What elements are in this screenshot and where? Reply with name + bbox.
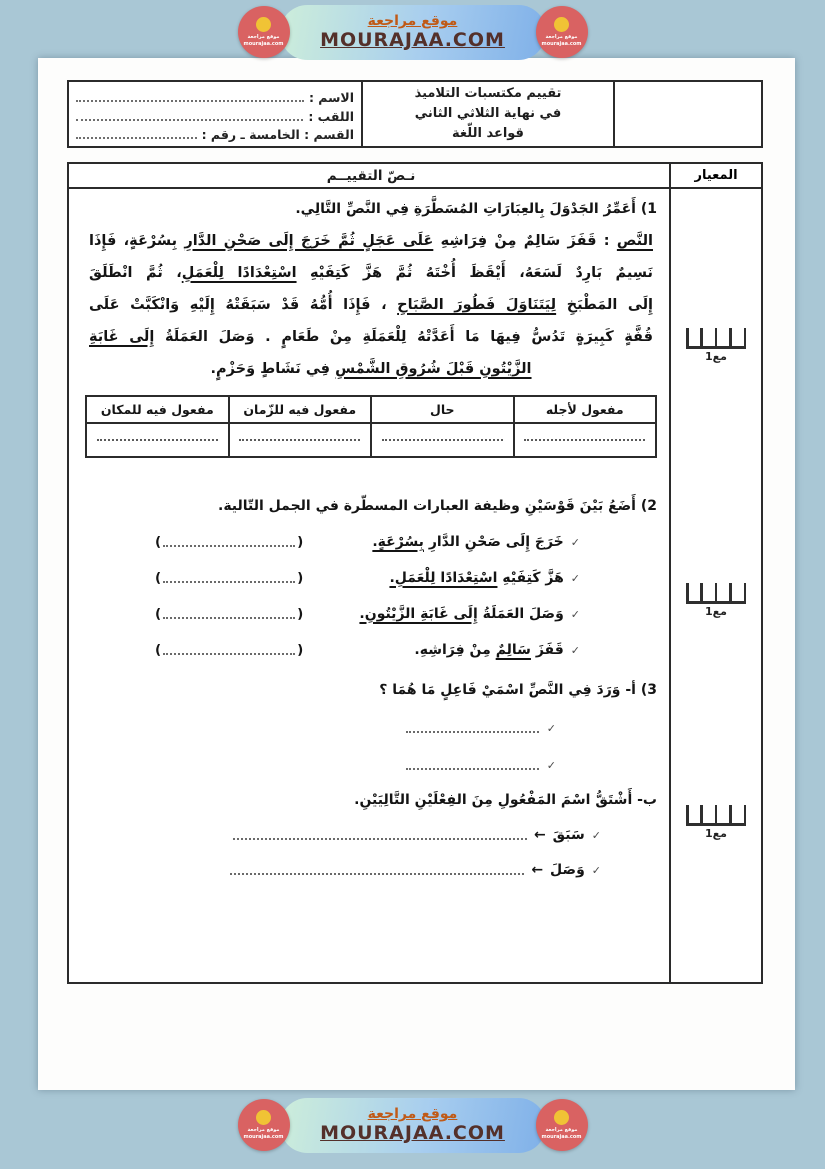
name-label: الاسم : xyxy=(308,90,354,106)
name-blank xyxy=(76,100,304,102)
dotted-blank xyxy=(163,581,295,583)
class-blank xyxy=(76,137,197,139)
score-comb-icon xyxy=(686,583,746,604)
derive-item-1 xyxy=(83,827,601,843)
logo-book-icon xyxy=(256,17,271,32)
text-line-1: النَّص : قَفَزَ سَالِمٌ مِنْ فِرَاشِهِ عَلَى عَجَلٍ ثُمَّ خَرَجَ إِلَى صَحْنِ الدَّارِ بِسُرْعَةٍ، فَإِذَا xyxy=(89,233,653,249)
sentence xyxy=(372,534,580,550)
arrow-left-icon: ← xyxy=(531,862,544,878)
class-field xyxy=(76,124,354,142)
dotted-blank xyxy=(163,653,295,655)
dotted-blank xyxy=(163,545,295,547)
answer-parentheses xyxy=(155,642,303,658)
column-maful-liajlih xyxy=(513,397,656,456)
criteria-label: مع1 xyxy=(705,350,727,363)
tick-icon: ✓ xyxy=(570,607,580,621)
sentence-text: قَفَزَ سَالِمٌ مِنْ فِرَاشِهِ. xyxy=(414,642,564,658)
answer-cell xyxy=(372,424,513,456)
dotted-blank xyxy=(230,873,524,875)
classification-table xyxy=(85,395,657,458)
exercise2-title: 2) أَضَعُ بَيْنَ قَوْسَيْنِ وظيفة العبارات المسطّرة في الجمل التّالية. xyxy=(218,498,657,514)
derive-item-2 xyxy=(83,862,601,878)
tick-icon: ✓ xyxy=(546,722,556,735)
dotted-blank xyxy=(97,439,218,441)
empty-header-cell xyxy=(615,82,761,146)
class-label: القسم : الخامسة ـ رقم : xyxy=(201,126,354,142)
exercise2-item-3 xyxy=(155,606,580,622)
text-line-2: نَسِيمٌ بَارِدٌ لَسَعَهُ، أَيْقَظَ أُخْتَهُ ثُمَّ هَزَّ كَتِفَيْهِ اسْتِعْدَادًا لِلْعَمَلِ، ثُمَّ انْطَلَقَ xyxy=(89,265,653,281)
site-name-arabic[interactable]: موقع مراجعة xyxy=(367,1106,458,1122)
answer-line-1 xyxy=(406,722,556,735)
logo-book-icon xyxy=(554,17,569,32)
evaluation-text-header: نـصّ التقييــم xyxy=(69,164,673,189)
score-comb-icon xyxy=(686,805,746,826)
criteria-label: مع1 xyxy=(705,605,727,618)
verb: وَصَلَ xyxy=(550,862,585,878)
top-banner xyxy=(0,3,825,61)
site-banner-pill xyxy=(280,1098,546,1153)
dotted-blank xyxy=(524,439,645,441)
tick-icon: ✓ xyxy=(570,535,580,549)
exam-title-line3: قواعد اللّغة xyxy=(452,126,524,141)
site-domain-link[interactable]: MOURAJAA.COM xyxy=(320,1122,505,1144)
sentence xyxy=(389,570,580,586)
logo-text: موقع مراجعة mourajaa.com xyxy=(243,34,284,47)
paren-open: ( xyxy=(155,570,162,586)
paren-close: ) xyxy=(297,570,304,586)
exercise1-title: 1) أَعَمِّرُ الجَدْوَلَ بِالعِبَارَاتِ المُسَطَّرَةِ فِي النَّصِّ التَّالِي. xyxy=(295,201,657,217)
answer-parentheses xyxy=(155,534,303,550)
tick-icon: ✓ xyxy=(570,571,580,585)
sentence-text: هَزَّ كَتِفَيْهِ اسْتِعْدَادًا لِلْعَمَلِ. xyxy=(389,570,564,586)
answer-cell xyxy=(230,424,371,456)
exercise2-item-4 xyxy=(155,642,580,658)
exercise1-text xyxy=(83,225,659,385)
paren-open: ( xyxy=(155,642,162,658)
sentence xyxy=(359,606,580,622)
surname-label: اللقب : xyxy=(308,108,354,124)
dotted-blank xyxy=(239,439,360,441)
score-comb-icon xyxy=(686,328,746,349)
arrow-left-icon: ← xyxy=(533,827,546,843)
dotted-blank xyxy=(406,768,539,770)
sentence-text: وَصَلَ العَمَلَةُ إِلَى غَابَةِ الزَّيْتُونِ. xyxy=(359,606,564,622)
text-line-4: قُفَّةٍ كَبِيرَةٍ تَدُسُّ فِيهَا مَا أَعَدَّتْهُ لِلْعَمَلَةِ مِنْ طَعَامٍ . وَصَلَ العَمَلَةُ إِلَى غَابَةِ xyxy=(89,329,653,345)
site-logo[interactable] xyxy=(238,1099,290,1151)
evaluation-main-column xyxy=(69,164,673,982)
answer-parentheses xyxy=(155,570,303,586)
site-name-arabic[interactable]: موقع مراجعة xyxy=(367,13,458,29)
paren-close: ) xyxy=(297,534,304,550)
student-info-table xyxy=(67,80,763,148)
column-maful-fih-zaman xyxy=(228,397,371,456)
exercise2-item-2 xyxy=(155,570,580,586)
surname-blank xyxy=(76,119,303,121)
student-fields xyxy=(69,82,363,146)
paren-open: ( xyxy=(155,534,162,550)
logo-text: موقع مراجعة mourajaa.com xyxy=(541,1127,582,1140)
site-logo[interactable] xyxy=(536,1099,588,1151)
criteria-label: مع1 xyxy=(705,827,727,840)
evaluation-content xyxy=(83,189,659,878)
criteria-column xyxy=(669,164,761,982)
tick-icon: ✓ xyxy=(591,828,601,842)
criteria-mark-2 xyxy=(686,583,746,618)
paren-close: ) xyxy=(297,642,304,658)
answer-cell xyxy=(515,424,656,456)
text-line-3: إِلَى المَطْبَخِ لِيَتَنَاوَلَ فَطُورَ الصَّبَاحِ ، فَإِذَا أُمُّهُ قَدْ سَبَقَتْهُ إِلَيْهِ وَانْكَبَّتْ عَلَى xyxy=(89,297,653,313)
site-domain-link[interactable]: MOURAJAA.COM xyxy=(320,29,505,51)
surname-field xyxy=(76,105,354,123)
column-header: مفعول لأجله xyxy=(515,397,656,424)
answer-parentheses xyxy=(155,606,303,622)
exam-title-line1: تقييم مكتسبات التلاميذ xyxy=(414,86,562,101)
dotted-blank xyxy=(163,617,295,619)
bottom-banner xyxy=(0,1086,825,1164)
dotted-blank xyxy=(406,731,539,733)
logo-book-icon xyxy=(256,1110,271,1125)
sentence-text: خَرَجَ إِلَى صَحْنِ الدَّارِ بِسُرْعَةٍ. xyxy=(372,534,564,550)
exam-title-line2: في نهاية الثلاثي الثاني xyxy=(414,106,562,121)
sentence xyxy=(414,642,580,658)
exercise2-item-1 xyxy=(155,534,580,550)
verb: سَبَقَ xyxy=(552,827,585,843)
column-header: مفعول فيه للزّمان xyxy=(230,397,371,424)
exercise3a-title: 3) أ- وَرَدَ فِي النَّصِّ اسْمَيْ فَاعِلٍ مَا هُمَا ؟ xyxy=(379,682,657,698)
exam-title xyxy=(363,82,615,146)
tick-icon: ✓ xyxy=(591,863,601,877)
criteria-header: المعيار xyxy=(671,164,761,189)
dotted-blank xyxy=(233,838,527,840)
worksheet-page xyxy=(38,58,795,1090)
logo-text: موقع مراجعة mourajaa.com xyxy=(541,34,582,47)
evaluation-table xyxy=(67,162,763,984)
answer-line-2 xyxy=(406,759,556,772)
logo-text: موقع مراجعة mourajaa.com xyxy=(243,1127,284,1140)
column-hal xyxy=(370,397,513,456)
site-logo[interactable] xyxy=(536,6,588,58)
column-maful-fih-makan xyxy=(87,397,228,456)
paren-close: ) xyxy=(297,606,304,622)
column-header: حال xyxy=(372,397,513,424)
site-banner-pill xyxy=(280,5,546,60)
criteria-mark-1 xyxy=(686,328,746,363)
tick-icon: ✓ xyxy=(546,759,556,772)
criteria-mark-3 xyxy=(686,805,746,840)
answer-cell xyxy=(87,424,228,456)
column-header: مفعول فيه للمكان xyxy=(87,397,228,424)
dotted-blank xyxy=(382,439,503,441)
logo-book-icon xyxy=(554,1110,569,1125)
exercise3b-title: ب- أَشْتَقُّ اسْمَ المَفْعُولِ مِنَ الفِعْلَيْنِ التَّالِيَيْنِ. xyxy=(354,792,657,808)
paren-open: ( xyxy=(155,606,162,622)
text-line-5: الزَّيْتُونِ قَبْلَ شُرُوقِ الشَّمْسِ فِي نَشَاطٍ وَحَزْمٍ. xyxy=(210,361,532,377)
tick-icon: ✓ xyxy=(570,643,580,657)
site-logo[interactable] xyxy=(238,6,290,58)
name-field xyxy=(76,87,354,105)
